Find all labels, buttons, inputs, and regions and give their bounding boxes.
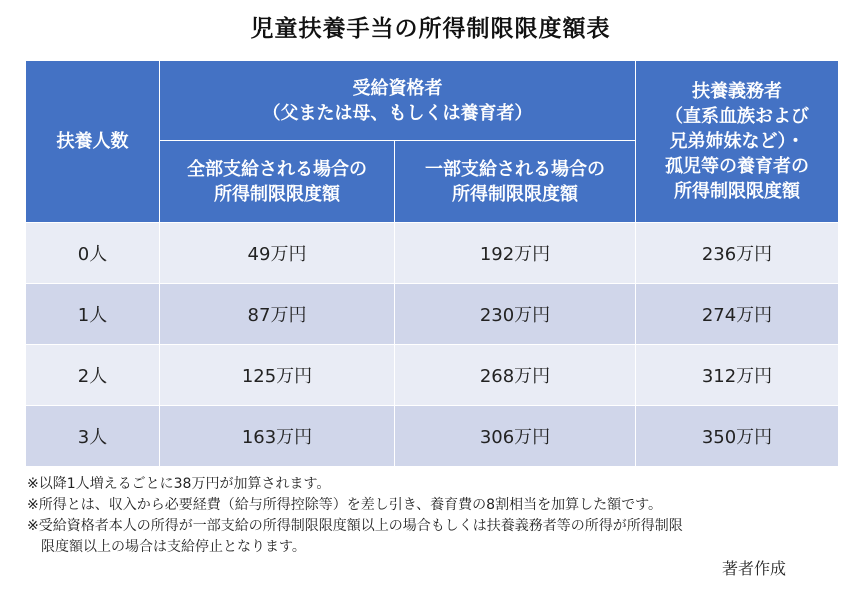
header-recipient-group [160,61,636,141]
table-row [26,406,839,467]
footnotes [27,474,837,558]
header-full-line2: 所得制限限度額 [214,183,340,205]
cell-dependents: 3人 [26,406,160,467]
cell-full-limit: 49万円 [160,223,395,284]
cell-partial-limit: 192万円 [395,223,636,284]
cell-partial-limit: 230万円 [395,284,636,345]
table-row [26,223,839,284]
income-limit-table [25,60,839,467]
header-obligor-line2: （直系血族および [665,106,809,127]
footnote-income-definition: ※所得とは、収入から必要経費（給与所得控除等）を差し引き、養育費の8割相当を加算した額です。 [27,497,662,513]
footnote-suspension-continued: 限度額以上の場合は支給停止となります。 [41,539,306,555]
header-obligor-line5: 所得制限限度額 [674,181,800,202]
cell-obligor-limit: 274万円 [636,284,839,345]
header-obligor-line4: 孤児等の養育者の [665,156,809,177]
cell-full-limit: 163万円 [160,406,395,467]
header-obligor [636,61,839,223]
cell-obligor-limit: 350万円 [636,406,839,467]
header-full-line1: 全部支給される場合の [187,158,367,180]
header-recipient-line2: （父または母、もしくは養育者） [262,102,533,124]
cell-obligor-limit: 236万円 [636,223,839,284]
cell-partial-limit: 268万円 [395,345,636,406]
footnote-suspension: ※受給資格者本人の所得が一部支給の所得制限限度額以上の場合もしくは扶養義務者等の所得が所得制限 [27,518,683,534]
table-row [26,345,839,406]
cell-full-limit: 87万円 [160,284,395,345]
cell-dependents: 2人 [26,345,160,406]
header-recipient-line1: 受給資格者 [352,77,443,99]
table-row [26,284,839,345]
header-partial-line2: 所得制限限度額 [452,183,578,205]
cell-obligor-limit: 312万円 [636,345,839,406]
cell-full-limit: 125万円 [160,345,395,406]
page-title: 児童扶養手当の所得制限限度額表 [250,16,611,42]
header-obligor-line3: 兄弟姉妹など）・ [669,131,805,152]
header-obligor-line1: 扶養義務者 [692,81,782,102]
header-partial-line1: 一部支給される場合の [425,158,605,180]
cell-partial-limit: 306万円 [395,406,636,467]
footnote-increment: ※以降1人増えるごとに38万円が加算されます。 [27,476,331,492]
author-credit: 著者作成 [722,559,787,578]
header-dependents: 扶養人数 [26,61,160,223]
cell-dependents: 0人 [26,223,160,284]
header-partial-payment [395,141,636,223]
header-full-payment [160,141,395,223]
cell-dependents: 1人 [26,284,160,345]
